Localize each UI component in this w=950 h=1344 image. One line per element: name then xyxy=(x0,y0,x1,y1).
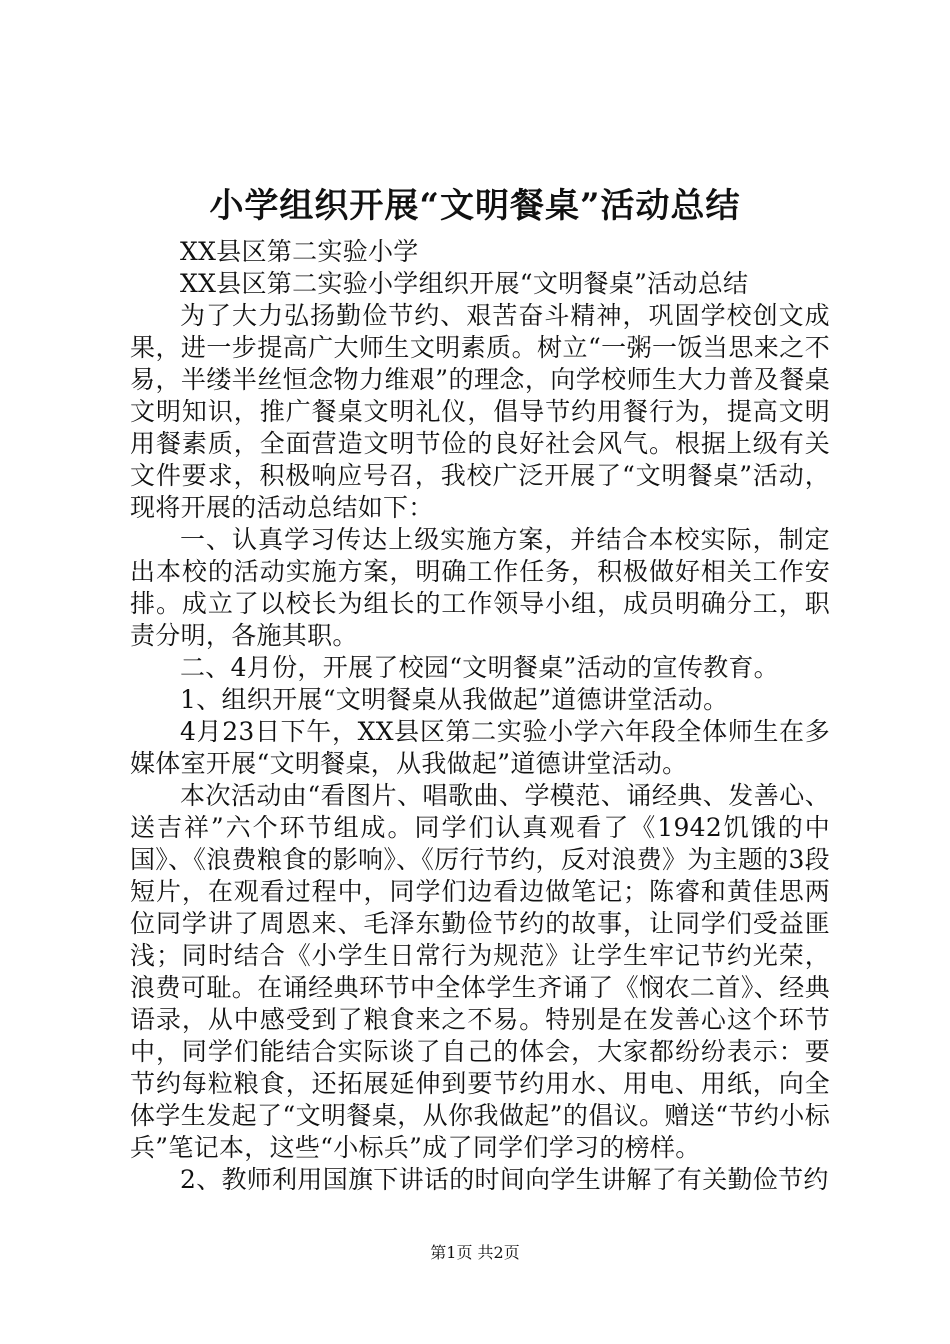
paragraph-section-one: 一、认真学习传达上级实施方案，并结合本校实际，制定出本校的活动实施方案，明确工作任务，积极做好相关工作安排。成立了以校长为组长的工作领导小组，成员明确分工，职责分明，各施其职。 xyxy=(130,525,830,650)
document-title: 小学组织开展“文明餐桌”活动总结 xyxy=(209,186,741,226)
paragraph-event-detail: 本次活动由“看图片、唱歌曲、学模范、诵经典、发善心、送吉祥”六个环节组成。同学们认真观看了《1942饥饿的中国》、《浪费粮食的影响》、《厉行节约，反对浪费》为主题的3段短片，在观看过程中，同学们边看边做笔记；陈睿和黄佳思两位同学讲了周恩来、毛泽东勤俭节约的故事，让同学们受益匪浅；同时结合《小学生日常行为规范》让学生牢记节约光荣，浪费可耻。在诵经典环节中全体学生齐诵了《悯农二首》、经典语录，从中感受到了粮食来之不易。特别是在发善心这个环节中，同学们能结合实际谈了自己的体会，大家都纷纷表示：要节约每粒粮食，还拓展延伸到要节约用水、用电、用纸，向全体学生发起了“文明餐桌，从你我做起”的倡议。赠送“节约小标兵”笔记本，这些“小标兵”成了同学们学习的榜样。 xyxy=(130,781,830,1162)
paragraph-item-two: 2、教师利用国旗下讲话的时间向学生讲解了有关勤俭节约 xyxy=(180,1165,829,1194)
paragraph-item-one: 1、组织开展“文明餐桌从我做起”道德讲堂活动。 xyxy=(180,685,729,714)
paragraph-event-date: 4月23日下午，XX县区第二实验小学六年段全体师生在多媒体室开展“文明餐桌，从我做起”道德讲堂活动。 xyxy=(130,717,830,778)
paragraph-subtitle: XX县区第二实验小学组织开展“文明餐桌”活动总结 xyxy=(180,269,749,298)
document-body xyxy=(130,236,830,1196)
page-number-footer: 第1页 共2页 xyxy=(430,1243,520,1262)
paragraph-school-name: XX县区第二实验小学 xyxy=(180,237,419,266)
paragraph-section-two: 二、4月份，开展了校园“文明餐桌”活动的宣传教育。 xyxy=(180,653,779,682)
paragraph-intro: 为了大力弘扬勤俭节约、艰苦奋斗精神，巩固学校创文成果，进一步提高广大师生文明素质。树立“一粥一饭当思来之不易，半缕半丝恒念物力维艰”的理念，向学校师生大力普及餐桌文明知识，推广餐桌文明礼仪，倡导节约用餐行为，提高文明用餐素质，全面营造文明节俭的良好社会风气。根据上级有关文件要求，积极响应号召，我校广泛开展了“文明餐桌”活动，现将开展的活动总结如下： xyxy=(130,301,830,522)
